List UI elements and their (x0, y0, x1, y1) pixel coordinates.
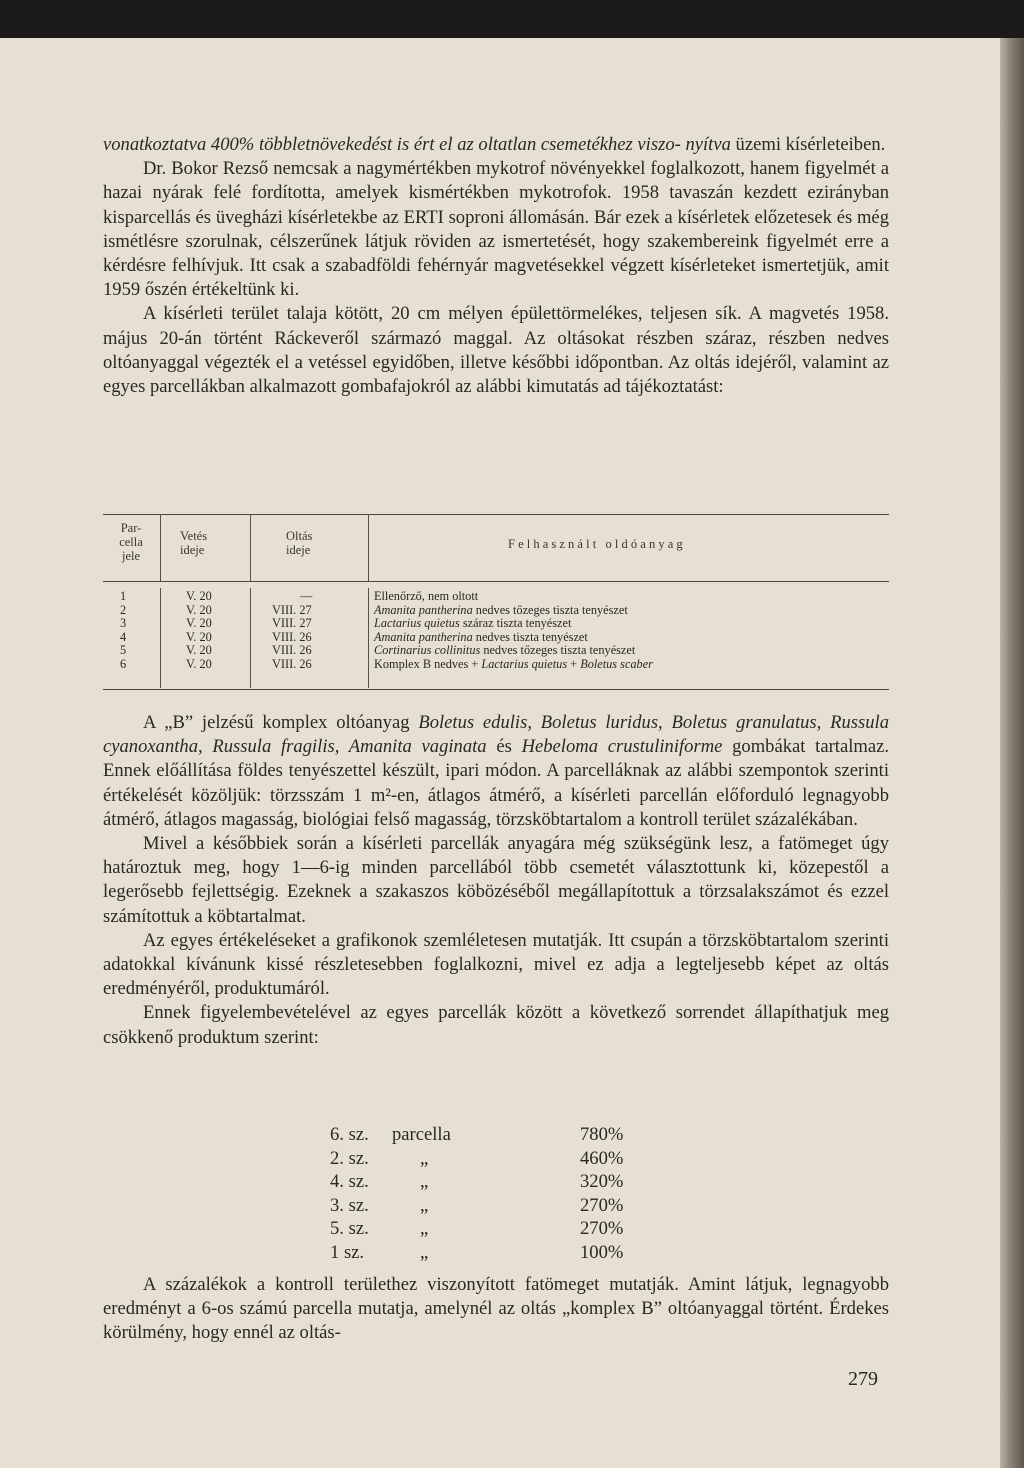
cell-vetes: V. 20 (186, 656, 212, 671)
cell-parcella: 2 (120, 602, 127, 617)
text-block-bottom (103, 711, 889, 1050)
rank-number: 3. sz. (330, 1194, 369, 1216)
header-oldoanyag: F e l h a s z n á l t o l d ó a n y a g (508, 537, 683, 551)
header-oltas: Oltás ideje (286, 529, 313, 557)
cell-parcella: 1 (120, 589, 127, 603)
rank-percent: 270% (580, 1218, 624, 1239)
rank-label: „ (420, 1241, 429, 1263)
table-bottom-rule (103, 689, 889, 690)
list-item (330, 1170, 660, 1194)
cell-parcella: 3 (120, 616, 127, 630)
cell-parcella: 4 (120, 629, 127, 644)
komplex-b-species: Boletus edulis, Boletus luridus, Boletus granulatus, Russula cyanoxantha, Russula fragilis, Amanita vaginata (103, 712, 889, 758)
text-block-top (103, 133, 889, 399)
rank-percent: 100% (580, 1241, 624, 1263)
intro-italic-word: nyítva (685, 134, 731, 155)
cell-anyag-species: Lactarius quietus (481, 656, 568, 671)
cell-vetes: V. 20 (186, 616, 212, 630)
paragraph-terulet: A kísérleti terület talaja kötött, 20 cm mélyen épülettörmelékes, teljesen sík. A magvetés 1958. május 20-án történt Ráckeveről származó maggal. Az oltásokat részben száraz, részben nedves oltóanyaggal végezték el a vetéssel egyidőben, illetve későbbi időpontban. Az oltás idejéről, valamint az egyes parcellákban alkalmazott gombafajokról az alábbi kimutatás ad tájékoztatást: (103, 303, 889, 398)
paragraph-sorrend: Ennek figyelembevételével az egyes parcellák között a következő sorrendet állapíthatjuk meg csökkenő produktum szerint: (103, 1002, 889, 1048)
list-item (330, 1123, 660, 1147)
page-edge (1000, 38, 1024, 1468)
page-number: 279 (848, 1368, 878, 1390)
list-item (330, 1241, 660, 1265)
rank-percent: 270% (580, 1194, 624, 1216)
cell-anyag (374, 631, 588, 645)
rank-number: 6. sz. (330, 1124, 369, 1145)
cell-anyag-species: Lactarius quietus (374, 616, 460, 630)
list-item (330, 1147, 660, 1171)
cell-oltas: VIII. 27 (272, 616, 312, 630)
paragraph-grafikonok: Az egyes értékeléseket a grafikonok szemléletesen mutatják. Itt csupán a törzsköbtartalom szerinti adatokkal kívánunk kissé részletesebben foglalkozni, mivel ez adja a legteljesebb képet az oltás eredményéről, produktumáról. (103, 929, 889, 1000)
cell-oltas: VIII. 26 (272, 629, 312, 644)
rank-label: „ (420, 1147, 429, 1169)
komplex-b-rest: gombákat tartalmaz. Ennek előállítása földes tenyészettel készült, ipari módon. A parcelláknak az alábbi szempontok szerinti értékelését közöljük: törzsszám 1 m²-en, átlagos átmérő, a kísérleti parcellán előforduló legnagyobb átmérő, átlagos magasság, biológiai felső magasság, törzsköbtartalom a kontroll terület százalékában. (103, 736, 889, 830)
list-item (330, 1217, 660, 1241)
cell-oltas: VIII. 26 (272, 643, 312, 657)
cell-anyag-species: Amanita pantherina (374, 602, 473, 617)
table-vline-3 (368, 514, 369, 581)
cell-vetes: V. 20 (186, 643, 212, 657)
list-item (330, 1194, 660, 1218)
komplex-b-intro: A „B” jelzésű komplex oltóanyag (143, 712, 419, 733)
rank-number: 2. sz. (330, 1147, 369, 1169)
scan-top-band (0, 0, 1024, 38)
cell-anyag-text: Komplex B nedves + (374, 656, 482, 671)
cell-anyag (374, 617, 571, 631)
paragraph-fatomeg: Mivel a későbbiek során a kísérleti parcellák anyagára még szükségünk lesz, a fatömeget úgy határoztuk meg, hogy 1—6-ig minden parcellából több csemetét választottunk ki, közepestől a legerősebb fejlettségig. Ezeknek a szakaszos köbözéséből megállapítottuk a törzsalakszámot és ezzel számítottuk a köbtartalmat. (103, 833, 889, 927)
text-block-end (103, 1273, 889, 1346)
cell-parcella: 6 (120, 656, 127, 671)
table-vline-1 (160, 514, 161, 581)
table-body-vline-3 (368, 588, 369, 688)
table-body-vline-1 (160, 588, 161, 688)
table-header-rule (103, 581, 889, 582)
cell-parcella: 5 (120, 643, 127, 657)
cell-anyag (374, 590, 478, 604)
intro-rest: üzemi kísérleteiben. (730, 134, 886, 155)
table-vline-2 (250, 514, 251, 581)
paragraph-komplex-b (103, 711, 889, 832)
rank-percent: 460% (580, 1147, 624, 1169)
rank-label: „ (420, 1218, 429, 1239)
rank-label: „ (420, 1171, 429, 1192)
cell-anyag-text: nedves tőzeges tiszta tenyészet (480, 643, 636, 657)
header-vetes: Vetés ideje (180, 529, 208, 557)
rank-percent: 780% (580, 1124, 624, 1145)
cell-anyag-text: Ellenőrző, nem oltott (374, 589, 479, 603)
table-body-vline-2 (250, 588, 251, 688)
rank-number: 4. sz. (330, 1171, 369, 1192)
rank-label: parcella (392, 1124, 451, 1145)
cell-vetes: V. 20 (186, 602, 212, 617)
paragraph-intro (103, 133, 889, 157)
intro-italic-line: vonatkoztatva 400% többletnövekedést is ért el az oltatlan csemetékhez viszo- (103, 134, 681, 155)
cell-anyag-species: Amanita pantherina (374, 629, 473, 644)
komplex-b-and: és (486, 736, 522, 758)
cell-vetes: V. 20 (186, 629, 212, 644)
cell-oltas: VIII. 27 (272, 602, 312, 617)
table-top-rule (103, 514, 889, 515)
rank-number: 1 sz. (330, 1241, 365, 1263)
rank-percent: 320% (580, 1171, 624, 1192)
cell-anyag (374, 644, 635, 658)
cell-anyag-plus: + (567, 656, 581, 671)
cell-anyag-text: nedves tiszta tenyészet (472, 629, 588, 644)
paragraph-bokor: Dr. Bokor Rezső nemcsak a nagymértékben mykotrof növényekkel foglalkozott, hanem figyelmét a hazai nyárak felé fordította, amelyek kismértékben mykotrofok. 1958 tavaszán kezdett ezirányban kisparcellás és üvegházi kísérletekbe az ERTI soproni állomásán. Bár ezek a kísérletek előzetesek és még ismétlésre szorulnak, célszerűnek látjuk röviden az ismertetését, hogy szakembereink figyelmét erre a kérdésre felhívjuk. Itt csak a szabadföldi fehérnyár magvetésekkel végzett kísérleteket ismertetjük, amit 1959 őszén értékeltünk ki. (103, 158, 889, 301)
header-parcella: Par- cella jele (119, 521, 143, 563)
cell-anyag-text: száraz tiszta tenyészet (459, 616, 572, 630)
cell-anyag-species-2: Boletus scaber (580, 656, 653, 671)
rank-label: „ (420, 1194, 429, 1216)
cell-oltas: — (300, 589, 313, 603)
cell-anyag (374, 658, 653, 672)
cell-vetes: V. 20 (186, 589, 212, 603)
cell-anyag (374, 604, 628, 618)
ranking-list (330, 1123, 660, 1264)
paragraph-szazalekok: A százalékok a kontroll területhez viszonyított fatömeget mutatják. Amint látjuk, legnagyobb eredményt a 6-os számú parcella mutatja, amelynél az oltás „komplex B” oltóanyaggal történt. Érdekes körülmény, hogy ennél az oltás- (103, 1274, 889, 1344)
rank-number: 5. sz. (330, 1218, 369, 1239)
cell-anyag-species: Cortinarius collinitus (374, 643, 481, 657)
cell-anyag-text: nedves tőzeges tiszta tenyészet (472, 602, 628, 617)
komplex-b-hebeloma: Hebeloma crustuliniforme (521, 736, 723, 758)
cell-oltas: VIII. 26 (272, 656, 312, 671)
